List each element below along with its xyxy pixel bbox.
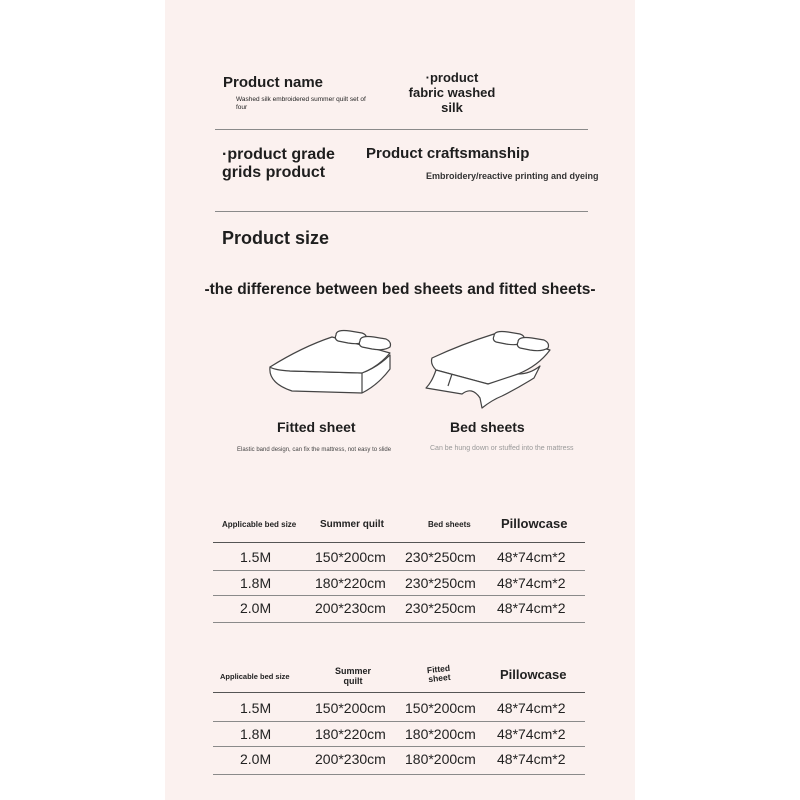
- divider: [215, 211, 588, 212]
- grade-line-1: ·product grade: [222, 146, 335, 163]
- bed-sheets-label: Bed sheets: [450, 419, 525, 435]
- product-name-label: Product name: [223, 74, 324, 91]
- table2-cell: 150*200cm: [315, 700, 386, 716]
- fitted-sheet-label: Fitted sheet: [277, 419, 356, 435]
- product-size-heading: Product size: [222, 228, 330, 248]
- table2-cell: 150*200cm: [405, 700, 476, 716]
- product-fabric: [402, 70, 502, 115]
- fabric-line-2: fabric washed: [408, 85, 496, 100]
- table-divider: [213, 774, 585, 775]
- table2-cell: 200*230cm: [315, 751, 386, 767]
- table-divider: [213, 595, 585, 596]
- bed-sheets-desc: Can be hung down or stuffed into the mattress: [430, 445, 574, 452]
- table-divider: [213, 746, 585, 747]
- table2-cell: 180*220cm: [315, 726, 386, 742]
- fitted-sheet-bed-icon: [262, 325, 412, 397]
- table1-cell: 230*250cm: [405, 549, 476, 565]
- table1-cell: 180*220cm: [315, 575, 386, 591]
- table2-header-quilt: Summer quilt: [334, 666, 371, 686]
- table1-cell: 2.0M: [240, 600, 272, 616]
- table1-cell: 48*74cm*2: [497, 600, 566, 616]
- table1-cell: 230*250cm: [405, 600, 476, 616]
- flat-sheet-bed-icon: [422, 326, 562, 412]
- table2-cell: 48*74cm*2: [497, 726, 566, 742]
- difference-title: -the difference between bed sheets and fitted sheets-: [204, 281, 596, 298]
- table1-cell: 1.5M: [240, 549, 272, 565]
- fitted-sheet-desc: Elastic band design, can fix the mattress, not easy to slide: [237, 447, 392, 453]
- table2-header-pillowcase: Pillowcase: [500, 667, 567, 682]
- table1-header-pillowcase: Pillowcase: [501, 516, 568, 531]
- table2-cell: 48*74cm*2: [497, 751, 566, 767]
- table2-cell: 2.0M: [240, 751, 272, 767]
- fabric-line-1: ·product: [425, 70, 479, 85]
- table1-cell: 48*74cm*2: [497, 575, 566, 591]
- table1-header-quilt: Summer quilt: [320, 519, 384, 530]
- table1-header-sheet: Bed sheets: [428, 520, 471, 529]
- grade-line-2: grids product: [222, 164, 326, 181]
- table1-cell: 200*230cm: [315, 600, 386, 616]
- table1-cell: 150*200cm: [315, 549, 386, 565]
- divider: [215, 129, 588, 130]
- craftsmanship-label: Product craftsmanship: [366, 145, 530, 162]
- table1-header-bed-size: Applicable bed size: [222, 520, 297, 529]
- table-divider: [213, 570, 585, 571]
- table1-cell: 1.8M: [240, 575, 272, 591]
- craftsmanship-value: Embroidery/reactive printing and dyeing: [426, 171, 599, 181]
- table2-cell: 1.5M: [240, 700, 272, 716]
- product-name-value: Washed silk embroidered summer quilt set of four: [236, 96, 366, 111]
- table2-cell: 180*200cm: [405, 751, 476, 767]
- table2-cell: 48*74cm*2: [497, 700, 566, 716]
- table1-cell: 230*250cm: [405, 575, 476, 591]
- table-divider: [213, 542, 585, 543]
- product-grade: [222, 146, 335, 182]
- table-divider: [213, 692, 585, 693]
- table1-cell: 48*74cm*2: [497, 549, 566, 565]
- table2-cell: 1.8M: [240, 726, 272, 742]
- table-divider: [213, 721, 585, 722]
- table2-header-bed-size: Applicable bed size: [220, 672, 290, 681]
- table-divider: [213, 622, 585, 623]
- fabric-line-3: silk: [441, 100, 463, 115]
- table2-cell: 180*200cm: [405, 726, 476, 742]
- table2-header-fitted: Fitted sheet: [426, 662, 451, 685]
